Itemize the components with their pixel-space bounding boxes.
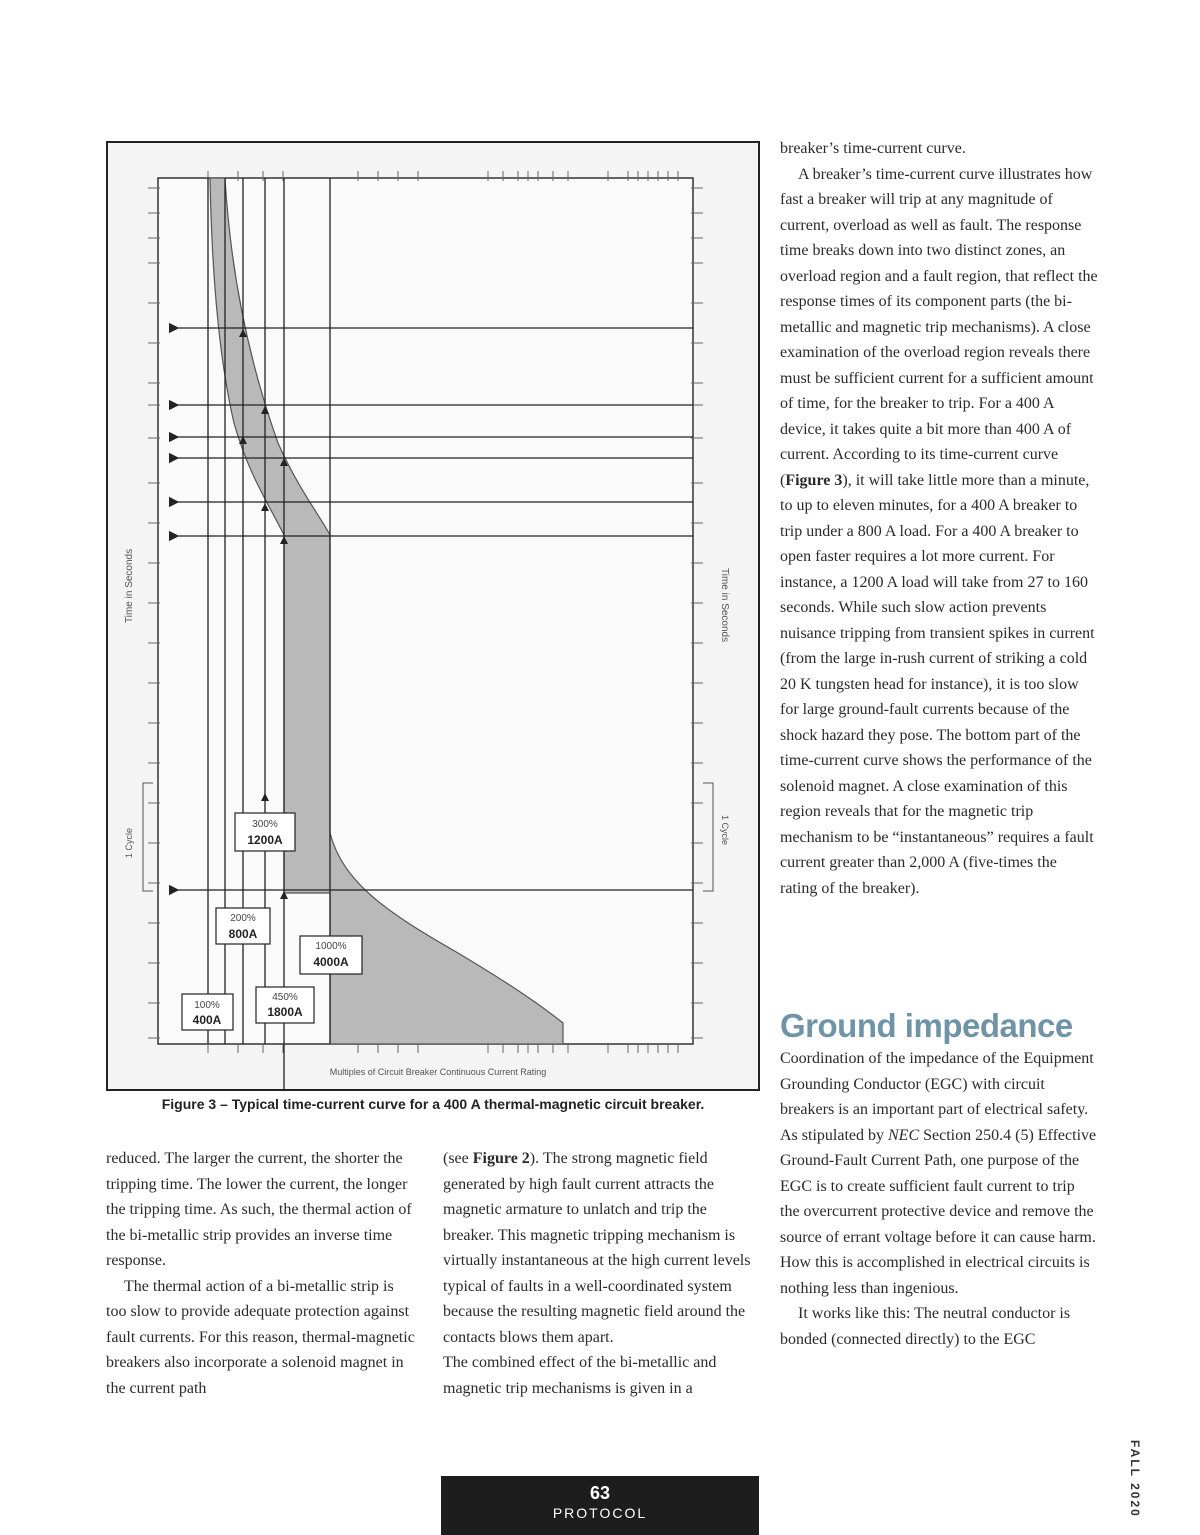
svg-text:200%: 200%	[230, 913, 256, 924]
ground-impedance-section	[780, 1046, 1098, 1352]
nec-reference: NEC	[888, 1126, 920, 1144]
svg-text:300%: 300%	[252, 819, 278, 830]
box-100pct	[182, 994, 233, 1030]
cycle-label-right: 1 Cycle	[720, 815, 730, 846]
figure-2-reference: Figure 2	[472, 1150, 530, 1167]
box-200pct	[216, 908, 270, 944]
y-axis-label-left: Time in Seconds	[124, 548, 135, 623]
column-a	[106, 1146, 418, 1401]
cycle-bracket-left	[143, 783, 153, 891]
cycle-label-left: 1 Cycle	[124, 827, 134, 858]
column-b	[443, 1146, 761, 1401]
y-axis-label-right: Time in Seconds	[719, 568, 730, 643]
page-number: 63	[589, 1483, 611, 1503]
box-450pct	[256, 987, 314, 1023]
paragraph: breaker’s time-current curve.	[780, 140, 966, 157]
cycle-bracket-right	[703, 783, 713, 891]
paragraph: reduced. The larger the current, the shorter the tripping time. The lower the current, the longer the tripping time. As such, the thermal action of the bi-metallic strip provides an inverse time response.	[106, 1150, 412, 1269]
svg-text:4000A: 4000A	[313, 955, 349, 969]
page-footer	[441, 1476, 759, 1535]
paragraph: The thermal action of a bi-metallic strip is too slow to provide adequate protection against fault currents. For this reason, thermal-magnetic breakers also incorporate a solenoid magnet in the current path	[106, 1277, 415, 1397]
box-1000pct	[300, 936, 362, 974]
svg-text:1200A: 1200A	[247, 833, 283, 847]
paragraph: Coordination of the impedance of the Equipment Grounding Conductor (EGC) with circuit breakers is an important part of electrical safety. As stipulated by NEC Section 250.4 (5) Effective Ground-Fault Current Path, one purpose of the EGC is to create sufficient fault current to trip the overcurrent protective device and remove the source of errant voltage before it can cause harm. How this is accomplished in electrical circuits is nothing less than ingenious.	[780, 1050, 1097, 1297]
column-c	[780, 136, 1098, 901]
svg-text:450%: 450%	[272, 992, 298, 1003]
issue-label: FALL 2020	[1128, 1440, 1142, 1518]
x-axis-label: Multiples of Circuit Breaker Continuous Current Rating	[329, 1067, 547, 1077]
svg-text:100%: 100%	[194, 1000, 220, 1011]
svg-text:1000%: 1000%	[315, 941, 347, 952]
svg-text:1800A: 1800A	[267, 1005, 303, 1019]
box-300pct	[235, 813, 295, 851]
journal-name: PROTOCOL	[552, 1505, 648, 1521]
paragraph: It works like this: The neutral conductor is bonded (connected directly) to the EGC	[780, 1305, 1071, 1348]
time-current-curve-chart	[108, 143, 758, 1089]
figure-caption: Figure 3 – Typical time-current curve for a 400 A thermal-magnetic circuit breaker.	[161, 1096, 705, 1112]
paragraph: (see Figure 2). The strong magnetic field generated by high fault current attracts the magnetic armature to unlatch and trip the breaker. This magnetic tripping mechanism is virtually instantaneous at the high current levels typical of faults in a well-coordinated system because the resulting magnetic field around the contacts blows them apart.	[443, 1150, 751, 1346]
figure-3-frame	[106, 141, 760, 1091]
section-heading: Ground impedance	[780, 1007, 1073, 1044]
svg-text:800A: 800A	[228, 927, 258, 941]
paragraph: A breaker’s time-current curve illustrates how fast a breaker will trip at any magnitude of current, overload as well as fault. The response time breaks down into two distinct zones, an overload region and a fault region, that reflect the response times of its component parts (the bi-metallic and magnetic trip mechanisms). A close examination of the overload region reveals there must be sufficient current for a sufficient amount of time, for the breaker to trip. For a 400 A device, it takes quite a bit more than 400 A of current. According to its time-current curve (Figure 3), it will take little more than a minute, to up to eleven minutes, for a 400 A breaker to trip under a 800 A load. For a 400 A breaker to open faster requires a lot more current. For instance, a 1200 A load will take from 27 to 160 seconds. While such slow action prevents nuisance tripping from transient spikes in current (from the large in-rush current of striking a cold 20 K tungsten head for instance), it is too slow for large ground-fault currents because of the shock hazard they pose. The bottom part of the time-current curve shows the performance of the solenoid magnet. A close examination of this region reveals that for the magnetic trip mechanism to be “instantaneous” requires a fault current greater than 2,000 A (five-times the rating of the breaker).	[780, 165, 1098, 897]
figure-3-reference: Figure 3	[785, 471, 843, 489]
paragraph: The combined effect of the bi-metallic and magnetic trip mechanisms is given in a	[443, 1354, 717, 1397]
svg-text:400A: 400A	[192, 1013, 222, 1027]
